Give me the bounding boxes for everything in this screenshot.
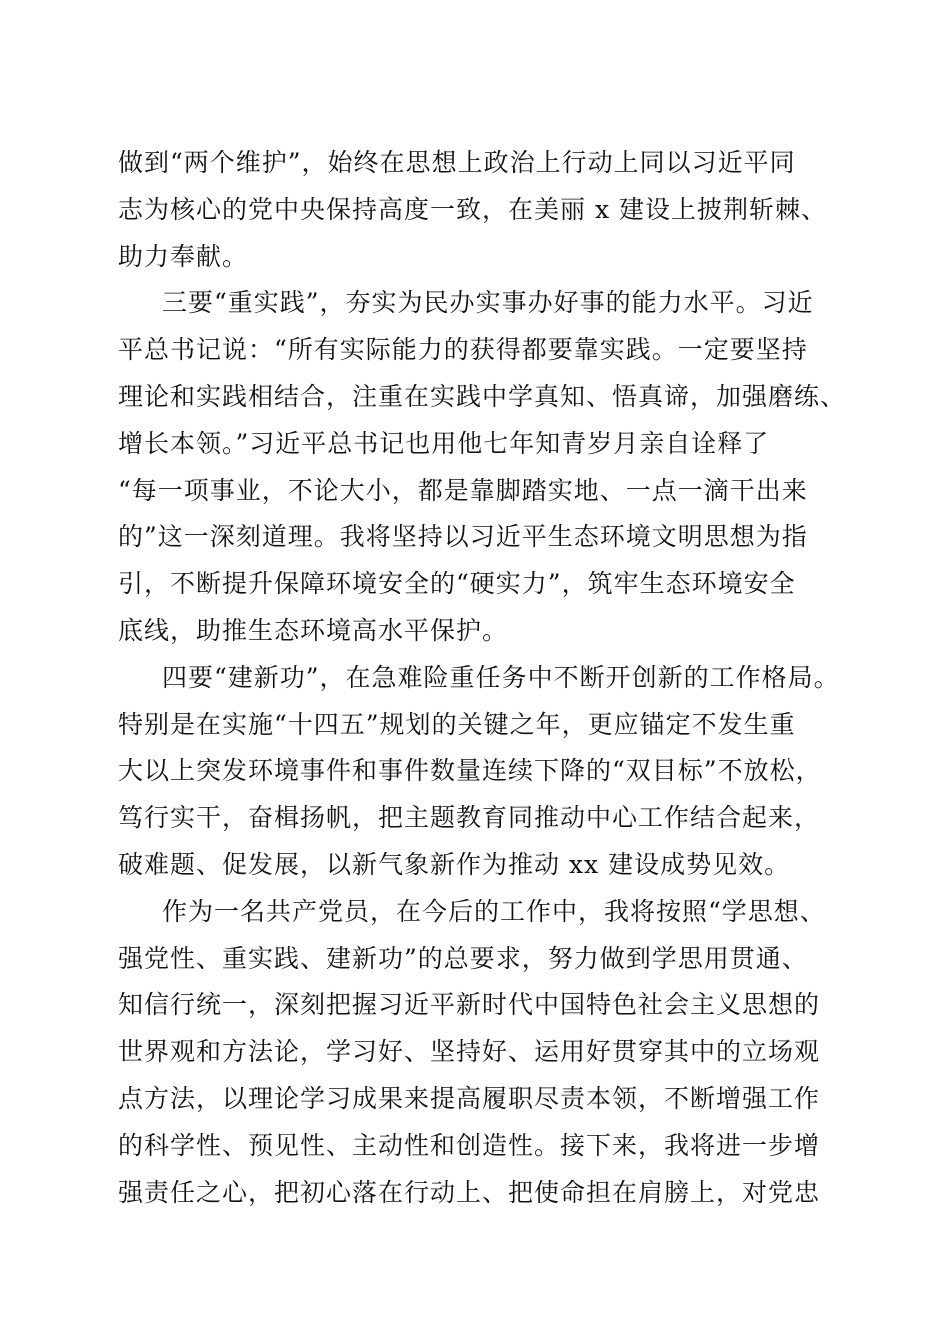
text-line: 世界观和方法论，学习好、坚持好、运用好贯穿其中的立场观	[118, 1037, 821, 1067]
text-line: 点方法，以理论学习成果来提高履职尽责本领，不断增强工作	[118, 1083, 821, 1113]
text-line: 强责任之心，把初心落在行动上、把使命担在肩膀上，对党忠	[118, 1177, 821, 1207]
text-line: 底线，助推生态环境高水平保护。	[118, 615, 509, 645]
text-line: 破难题、促发展，以新气象新作为推动 xx 建设成势见效。	[118, 849, 791, 879]
paragraph-start-line: 四要“建新功”，在急难险重任务中不断开创新的工作格局。	[162, 662, 840, 692]
text-line: 平总书记说：“所有实际能力的获得都要靠实践。一定要坚持	[118, 335, 808, 365]
text-line: 强党性、重实践、建新功”的总要求，努力做到学思用贯通、	[118, 943, 808, 973]
document-body	[118, 140, 847, 1216]
text-line: 增长本领。”习近平总书记也用他七年知青岁月亲自诠释了	[118, 428, 770, 458]
text-line: 特别是在实施“十四五”规划的关键之年，更应锚定不发生重	[118, 709, 796, 739]
text-line: “每一项事业，不论大小，都是靠脚踏实地、一点一滴干出来	[118, 475, 808, 505]
paragraph-start-line: 三要“重实践”，夯实为民办实事办好事的能力水平。习近	[162, 288, 814, 318]
text-line: 引，不断提升保障环境安全的“硬实力”，筑牢生态环境安全	[118, 569, 796, 599]
text-line: 做到“两个维护”，始终在思想上政治上行动上同以习近平同	[118, 148, 796, 177]
text-line: 的”这一深刻道理。我将坚持以习近平生态环境文明思想为指	[118, 522, 808, 552]
text-line: 的科学性、预见性、主动性和创造性。接下来，我将进一步增	[118, 1130, 821, 1160]
text-line: 理论和实践相结合，注重在实践中学真知、悟真谛，加强磨练、	[118, 381, 847, 411]
text-line: 知信行统一，深刻把握习近平新时代中国特色社会主义思想的	[118, 990, 821, 1020]
text-line: 笃行实干，奋楫扬帆，把主题教育同推动中心工作结合起来，	[118, 803, 821, 833]
text-line: 志为核心的党中央保持高度一致，在美丽 x 建设上披荆斩棘、	[118, 194, 827, 224]
text-line: 助力奉献。	[118, 241, 249, 271]
paragraph-start-line: 作为一名共产党员，在今后的工作中，我将按照“学思想、	[162, 896, 826, 926]
text-line: 大以上突发环境事件和事件数量连续下降的“双目标”不放松，	[118, 756, 822, 786]
